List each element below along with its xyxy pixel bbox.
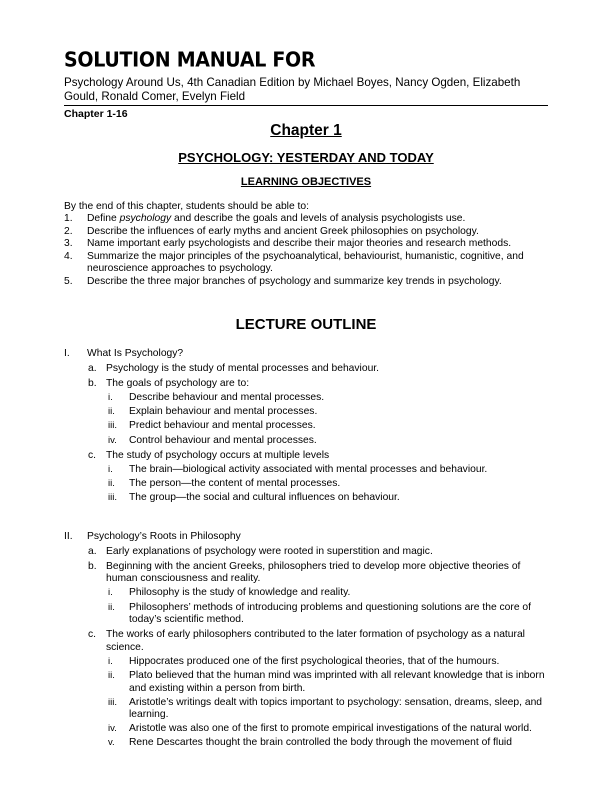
- objectives-intro: By the end of this chapter, students should be able to:: [64, 201, 310, 212]
- subitem-text: Aristotle’s writings dealt with topics important to psychology: sensation, dreams, sleep, and learning.: [129, 696, 543, 721]
- subitem-text: The brain—biological activity associated with mental processes and behaviour.: [129, 463, 488, 475]
- subitem-text: Control behaviour and mental processes.: [129, 434, 317, 446]
- item-text: The goals of psychology are to:: [106, 378, 250, 390]
- header-rule: [64, 105, 548, 106]
- section-marker: II.: [64, 530, 73, 542]
- objective-item: [64, 238, 554, 251]
- objective-number: 2.: [64, 225, 73, 237]
- subitem-marker: iii.: [108, 491, 117, 503]
- subitem-text: Rene Descartes thought the brain controlled the body through the movement of fluid: [129, 737, 512, 749]
- subitem-marker: iv.: [108, 723, 117, 735]
- subitem-marker: i.: [108, 655, 113, 667]
- outline-item: [64, 450, 554, 463]
- lecture-outline-heading: LECTURE OUTLINE: [235, 316, 377, 333]
- objective-number: 4.: [64, 250, 73, 262]
- subitem-marker: ii.: [108, 669, 115, 681]
- subitem-marker: i.: [108, 392, 113, 404]
- section-text: What Is Psychology?: [87, 348, 184, 359]
- subitem-marker: i.: [108, 463, 113, 475]
- outline-item: [64, 629, 554, 654]
- subitem-text: Aristotle was also one of the first to promote empirical investigations of the natural world.: [129, 723, 532, 735]
- objective-text: Summarize the major principles of the psychoanalytical, behaviourist, humanistic, cognitive, and neuroscience approaches to psychology.: [87, 250, 524, 275]
- item-marker: b.: [88, 560, 97, 572]
- subitem-text: Plato believed that the human mind was imprinted with all relevant knowledge that is inborn and existing within a person from birth.: [129, 669, 545, 694]
- subitem-text: Explain behaviour and mental processes.: [129, 406, 318, 418]
- objectives-heading: LEARNING OBJECTIVES: [240, 176, 372, 188]
- item-marker: c.: [88, 449, 97, 461]
- outline-item: [64, 561, 554, 586]
- chapter-range: Chapter 1-16: [64, 108, 128, 120]
- item-marker: a.: [88, 545, 97, 557]
- objective-text: Describe the influences of early myths and ancient Greek philosophies on psychology.: [87, 225, 479, 237]
- outline-subitem: [64, 406, 554, 419]
- outline-subitem: [64, 435, 554, 448]
- objective-item: [64, 226, 554, 239]
- outline-section: [64, 531, 554, 544]
- item-marker: b.: [88, 378, 97, 390]
- objective-number: 5.: [64, 275, 73, 287]
- item-text: The study of psychology occurs at multiple levels: [106, 449, 330, 461]
- subitem-marker: ii.: [108, 601, 115, 613]
- objective-text: and describe the goals and levels of analysis psychologists use.: [171, 213, 466, 224]
- subitem-marker: iii.: [108, 696, 117, 708]
- subitem-text: The group—the social and cultural influences on behaviour.: [129, 491, 400, 503]
- book-subtitle: Psychology Around Us, 4th Canadian Edition by Michael Boyes, Nancy Ogden, Elizabeth Gould, Ronald Comer, Evelyn Field: [64, 76, 521, 103]
- outline-section: [64, 348, 554, 361]
- objectives-list: [64, 213, 554, 289]
- objective-number: 3.: [64, 238, 73, 250]
- outline-subitem: [64, 464, 554, 477]
- item-text: Early explanations of psychology were rooted in superstition and magic.: [106, 545, 433, 557]
- item-text: The works of early philosophers contributed to the later formation of psychology as a natural science.: [106, 629, 525, 653]
- subitem-marker: v.: [108, 737, 115, 749]
- outline-subitem: [64, 656, 554, 669]
- solution-manual-title: SOLUTION MANUAL FOR: [64, 48, 316, 72]
- chapter-subtitle: PSYCHOLOGY: YESTERDAY AND TODAY: [178, 150, 434, 165]
- subitem-text: Hippocrates produced one of the first psychological theories, that of the humours.: [129, 655, 500, 667]
- subitem-marker: i.: [108, 587, 113, 599]
- subitem-marker: ii.: [108, 477, 115, 489]
- objective-item: [64, 276, 554, 289]
- outline-subitem: [64, 492, 554, 505]
- objective-text: Define: [87, 213, 120, 224]
- subitem-text: Philosophers’ methods of introducing problems and questioning solutions are the core of today’s scientific method.: [129, 601, 532, 626]
- outline-subitem: [64, 697, 554, 722]
- outline-subitem: [64, 392, 554, 405]
- item-text: Psychology is the study of mental processes and behaviour.: [106, 363, 380, 375]
- outline-subitem: [64, 478, 554, 491]
- outline-subitem: [64, 602, 554, 627]
- objective-item: [64, 213, 554, 226]
- subitem-text: Philosophy is the study of knowledge and reality.: [129, 587, 351, 599]
- outline-item: [64, 363, 554, 376]
- lecture-outline: [64, 348, 554, 750]
- outline-subitem: [64, 737, 554, 750]
- objective-text: Describe the three major branches of psychology and summarize key trends in psychology.: [87, 275, 502, 287]
- outline-subitem: [64, 670, 554, 695]
- subitem-marker: iii.: [108, 420, 117, 432]
- outline-item: [64, 546, 554, 559]
- objective-number: 1.: [64, 213, 73, 224]
- objective-item: [64, 251, 554, 276]
- item-marker: a.: [88, 363, 97, 375]
- item-marker: c.: [88, 629, 97, 641]
- section-marker: I.: [64, 348, 70, 359]
- outline-subitem: [64, 420, 554, 433]
- section-text: Psychology’s Roots in Philosophy: [87, 530, 241, 542]
- subitem-text: Predict behaviour and mental processes.: [129, 420, 316, 432]
- outline-subitem: [64, 587, 554, 600]
- item-text: Beginning with the ancient Greeks, philosophers tried to develop more objective theories of human consciousness and reality.: [106, 560, 521, 585]
- subitem-marker: ii.: [108, 406, 115, 418]
- subitem-text: The person—the content of mental processes.: [129, 477, 341, 489]
- outline-subitem: [64, 723, 554, 736]
- outline-item: [64, 378, 554, 391]
- objective-emphasis: psychology: [119, 213, 172, 224]
- subitem-text: Describe behaviour and mental processes.: [129, 392, 325, 404]
- objective-text: Name important early psychologists and describe their major theories and research methods.: [87, 238, 512, 250]
- subitem-marker: iv.: [108, 434, 117, 446]
- chapter-title: Chapter 1: [270, 122, 342, 139]
